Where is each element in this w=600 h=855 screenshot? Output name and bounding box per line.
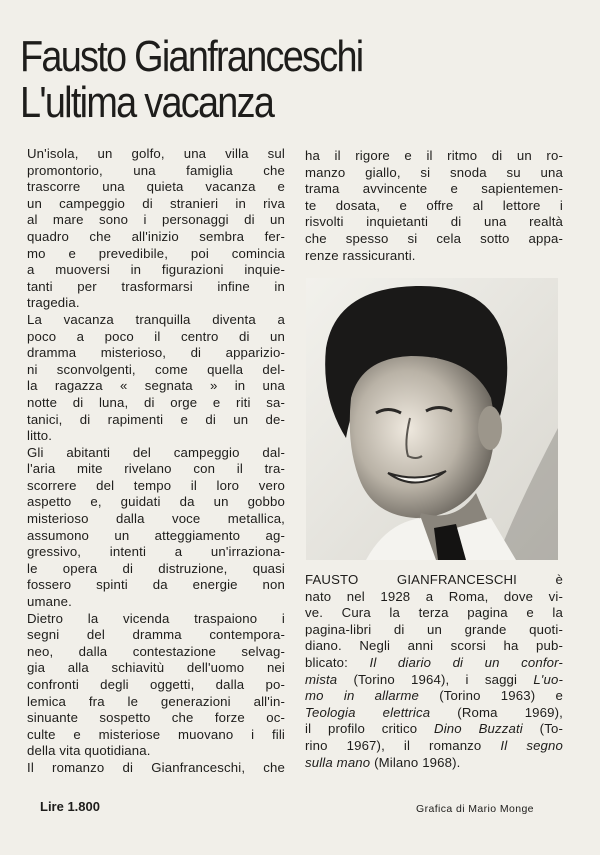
bio-line xyxy=(305,655,563,672)
synopsis-line: un campeggio di stranieri in riva xyxy=(27,195,285,211)
synopsis-line: poco a poco il centro di un xyxy=(27,328,285,344)
synopsis-line: dramma misterioso, di apparizio- xyxy=(27,345,285,361)
price-label: Lire 1.800 xyxy=(40,799,100,814)
bio-text: (Roma 1969), xyxy=(430,704,563,720)
synopsis-line: tanti per trasformarsi infine in xyxy=(27,278,285,294)
synopsis-line: al mare sono i personaggi di un xyxy=(27,212,285,228)
synopsis-line: fossero spinti da energie non xyxy=(27,577,285,593)
author-portrait-image xyxy=(306,278,558,560)
bio-line: ve. Cura la terza pagina e la xyxy=(305,605,563,621)
bio-text: (Torino 1963) e xyxy=(418,688,563,704)
synopsis-line: mo e prevedibile, poi comincia xyxy=(27,245,285,261)
synopsis-line: misterioso dalla voce metallica, xyxy=(27,511,285,527)
synopsis-line: segni del dramma contempora- xyxy=(27,627,285,643)
synopsis-line: a muoversi in figurazioni inquie- xyxy=(27,262,285,278)
synopsis-line: ni sconvolgenti, come quella del- xyxy=(27,361,285,377)
synopsis-line: culte e misteriose muovano i fili xyxy=(27,726,285,742)
synopsis-line: ha il rigore e il ritmo di un ro- xyxy=(305,148,563,163)
synopsis-line: confronti degli oggetti, dalla po- xyxy=(27,677,285,692)
bio-line: diano. Negli anni scorsi ha pub- xyxy=(305,638,563,654)
synopsis-line: quadro che all'inizio sembra fer- xyxy=(27,228,285,244)
synopsis-line: aspetto e, guidati da un gobbo xyxy=(27,494,285,510)
bio-line xyxy=(305,721,563,738)
synopsis-line: Un'isola, un golfo, una villa sul xyxy=(27,146,285,161)
synopsis-left-column xyxy=(27,146,285,777)
bio-line: nato nel 1928 a Roma, dove vi- xyxy=(305,588,563,604)
bio-text: rino 1967), il romanzo xyxy=(305,737,501,753)
synopsis-line: tanici, di rapimenti e di un de- xyxy=(27,411,285,427)
synopsis-line: renze rassicuranti. xyxy=(305,247,416,263)
design-credit: Grafica di Mario Monge xyxy=(416,803,534,815)
bio-text: (To- xyxy=(522,721,563,737)
bio-book-title: Il diario di un confor- xyxy=(369,654,563,670)
book-title-block xyxy=(20,34,362,126)
author-photo xyxy=(306,278,558,560)
bio-book-title: sulla mano xyxy=(305,754,371,770)
book-title: L'ultima vacanza xyxy=(20,78,274,127)
bio-text: il profilo critico xyxy=(305,721,435,737)
bio-text: (Milano 1968). xyxy=(370,754,461,770)
synopsis-line: trascorre una quieta vacanza e xyxy=(27,179,285,195)
synopsis-line: della vita quotidiana. xyxy=(27,743,151,759)
bio-book-title: Il segno xyxy=(500,737,564,753)
author-name: Fausto Gianfranceschi xyxy=(20,32,363,81)
bio-book-title: mo in allarme xyxy=(305,688,419,704)
synopsis-line: le opera di distruzione, quasi xyxy=(27,560,285,576)
synopsis-line: risvolti inquietanti di una realtà xyxy=(305,214,563,230)
synopsis-line: Il romanzo di Gianfranceschi, che xyxy=(27,759,285,775)
bio-book-title: Teologia elettrica xyxy=(305,704,431,720)
synopsis-line: Gli abitanti del campeggio dal- xyxy=(27,444,285,460)
bio-line xyxy=(305,672,563,689)
synopsis-line: manzo giallo, si snoda su una xyxy=(305,164,563,180)
bio-text: blicato: xyxy=(305,654,370,670)
author-bio xyxy=(305,572,563,771)
synopsis-line: Dietro la vicenda traspaiono i xyxy=(27,610,285,626)
synopsis-line: trama avvincente e sapientemen- xyxy=(305,181,563,197)
synopsis-line: lemica fra le generazioni all'in- xyxy=(27,693,285,709)
synopsis-line: La vacanza tranquilla diventa a xyxy=(27,311,285,327)
bio-line xyxy=(305,705,563,722)
bio-line xyxy=(305,738,563,755)
synopsis-line: che spesso si cela sotto appa- xyxy=(305,230,563,246)
synopsis-line: l'aria mite rivelano con il tra- xyxy=(27,461,285,477)
synopsis-line: la ragazza « segnata » in una xyxy=(27,378,285,394)
bio-book-title: L'uo- xyxy=(533,671,563,687)
synopsis-line: promontorio, una famiglia che xyxy=(27,162,285,178)
synopsis-line: scorrere del tempo il loro vero xyxy=(27,477,285,493)
synopsis-line: notte di luna, di orge e riti sa- xyxy=(27,394,285,410)
synopsis-line: neo, dalla contestazione selvag- xyxy=(27,643,285,659)
bio-line: pagina-libri di un grande quoti- xyxy=(305,621,563,637)
bio-book-title: mista xyxy=(305,671,338,687)
bio-line: FAUSTO GIANFRANCESCHI è xyxy=(305,572,563,587)
bio-line xyxy=(305,755,563,772)
bio-text: (Torino 1964), i saggi xyxy=(337,671,534,687)
synopsis-line: sinuante sospetto che forze oc- xyxy=(27,710,285,726)
synopsis-line: gressivo, intenti a un'irraziona- xyxy=(27,544,285,560)
synopsis-line: assumono un atteggiamento ag- xyxy=(27,527,285,543)
synopsis-right-column xyxy=(305,148,563,264)
bio-book-title: Dino Buzzati xyxy=(434,721,523,737)
synopsis-line: te dosata, e offre al lettore i xyxy=(305,197,563,213)
synopsis-line: litto. xyxy=(27,428,53,444)
synopsis-line: gia alla schiavitù dell'uomo nei xyxy=(27,660,285,676)
synopsis-line: tragedia. xyxy=(27,295,80,311)
synopsis-line: umane. xyxy=(27,594,72,610)
bio-line xyxy=(305,688,563,705)
